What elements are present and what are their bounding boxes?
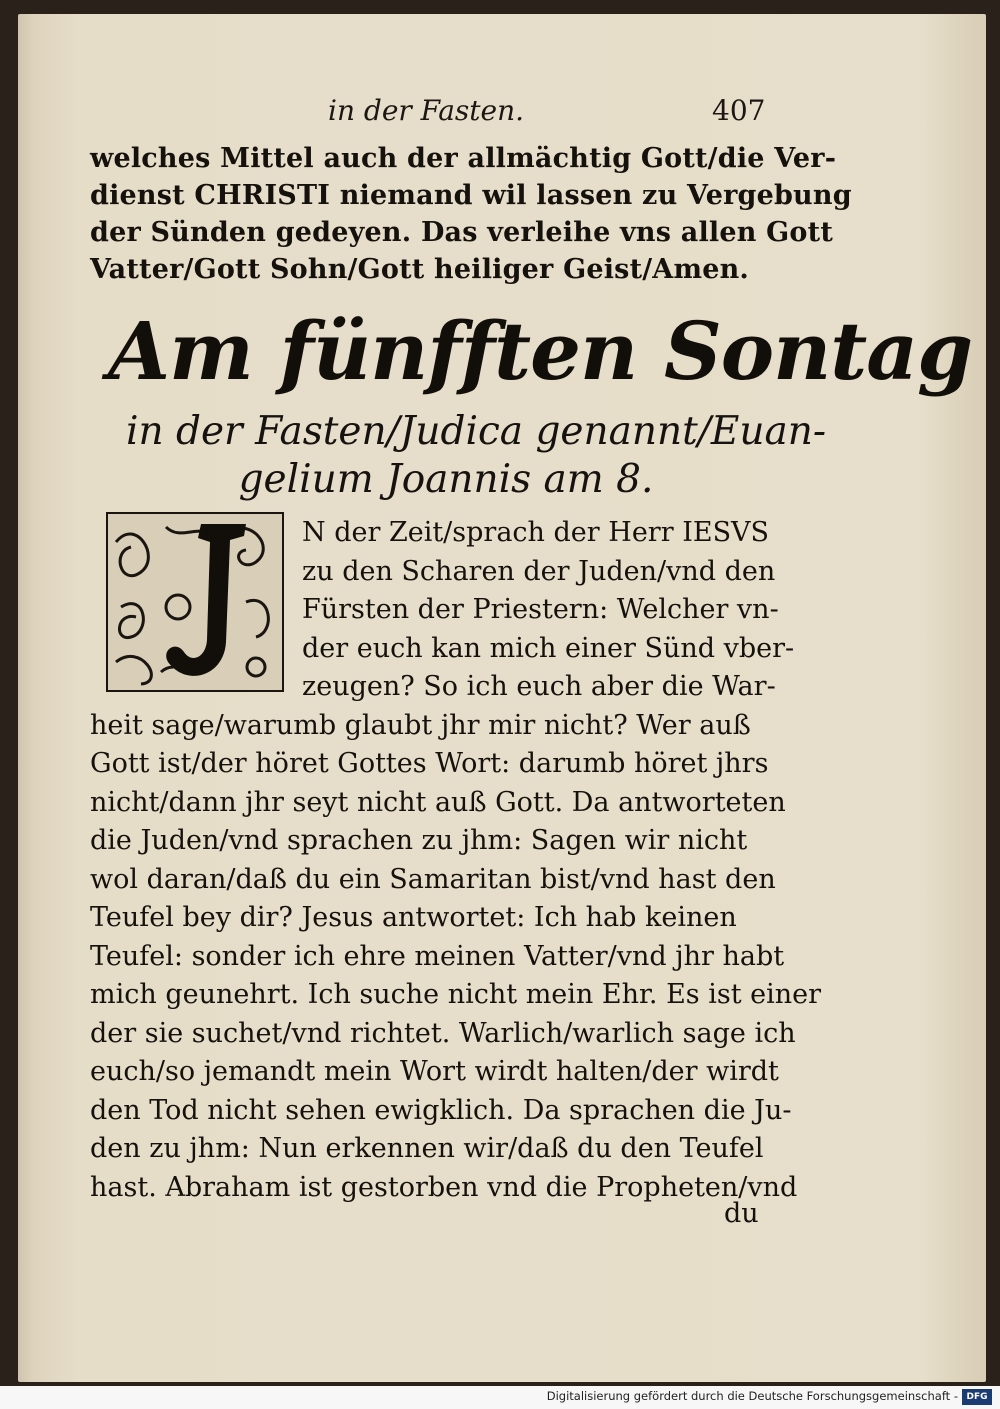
text-line: der sie suchet/vnd richtet. Warlich/warlich sage ich: [90, 1017, 796, 1049]
text-line: zeugen? So ich euch aber die War-: [302, 671, 776, 702]
page-header: [18, 94, 986, 138]
text-line: der euch kan mich einer Sünd vber-: [302, 632, 795, 664]
subtitle-line: in der Fasten/Judica genannt/Euan-: [126, 409, 827, 454]
running-head: in der Fasten.: [328, 94, 525, 127]
text-line: nicht/dann jhr seyt nicht auß Gott. Da antworteten: [90, 786, 786, 818]
text-line: hast. Abraham ist gestorben vnd die Propheten/vnd: [90, 1171, 798, 1203]
text-line: Teufel bey dir? Jesus antwortet: Ich hab keinen: [90, 902, 737, 933]
subtitle-line: gelium Joannis am 8.: [238, 457, 654, 502]
gospel-text: [90, 514, 822, 1207]
page-number: 407: [712, 94, 766, 127]
text-line: den Tod nicht sehen ewigklich. Da sprachen die Ju-: [90, 1094, 792, 1126]
text-line: welches Mittel auch der allmächtig Gott/die Ver-: [90, 143, 837, 174]
catchword: du: [724, 1198, 759, 1229]
text-line: Fürsten der Priestern: Welcher vn-: [302, 594, 779, 625]
text-line: der Sünden gedeyen. Das verleihe vns allen Gott: [90, 217, 833, 248]
text-line: euch/so jemandt mein Wort wirdt halten/der wirdt: [90, 1056, 779, 1087]
funding-notice: Digitalisierung gefördert durch die Deutsche Forschungsgemeinschaft -: [546, 1389, 958, 1403]
text-line: mich geunehrt. Ich suche nicht mein Ehr. Es ist einer: [90, 979, 822, 1010]
text-line: dienst CHRISTI niemand wil lassen zu Vergebung: [90, 180, 852, 211]
section-title: Am fünfften Sontag: [108, 304, 973, 398]
text-line: zu den Scharen der Juden/vnd den: [302, 555, 776, 587]
closing-paragraph: [90, 140, 852, 288]
section-subtitle: [126, 408, 827, 504]
text-line: wol daran/daß du ein Samaritan bist/vnd hast den: [90, 863, 776, 895]
book-page: [18, 14, 986, 1382]
text-line: Gott ist/der höret Gottes Wort: darumb höret jhrs: [90, 748, 769, 779]
text-line: heit sage/warumb glaubt jhr mir nicht? Wer auß: [90, 709, 751, 741]
text-line: den zu jhm: Nun erkennen wir/daß du den Teufel: [90, 1133, 764, 1164]
digitization-footer: [0, 1386, 1000, 1409]
text-line: N der Zeit/sprach der Herr IESVS: [302, 517, 770, 548]
text-line: Teufel: sonder ich ehre meinen Vatter/vnd jhr habt: [90, 940, 785, 972]
dfg-logo: DFG: [962, 1389, 992, 1405]
text-line: Vatter/Gott Sohn/Gott heiliger Geist/Amen.: [90, 254, 750, 285]
text-line: die Juden/vnd sprachen zu jhm: Sagen wir nicht: [90, 825, 748, 856]
